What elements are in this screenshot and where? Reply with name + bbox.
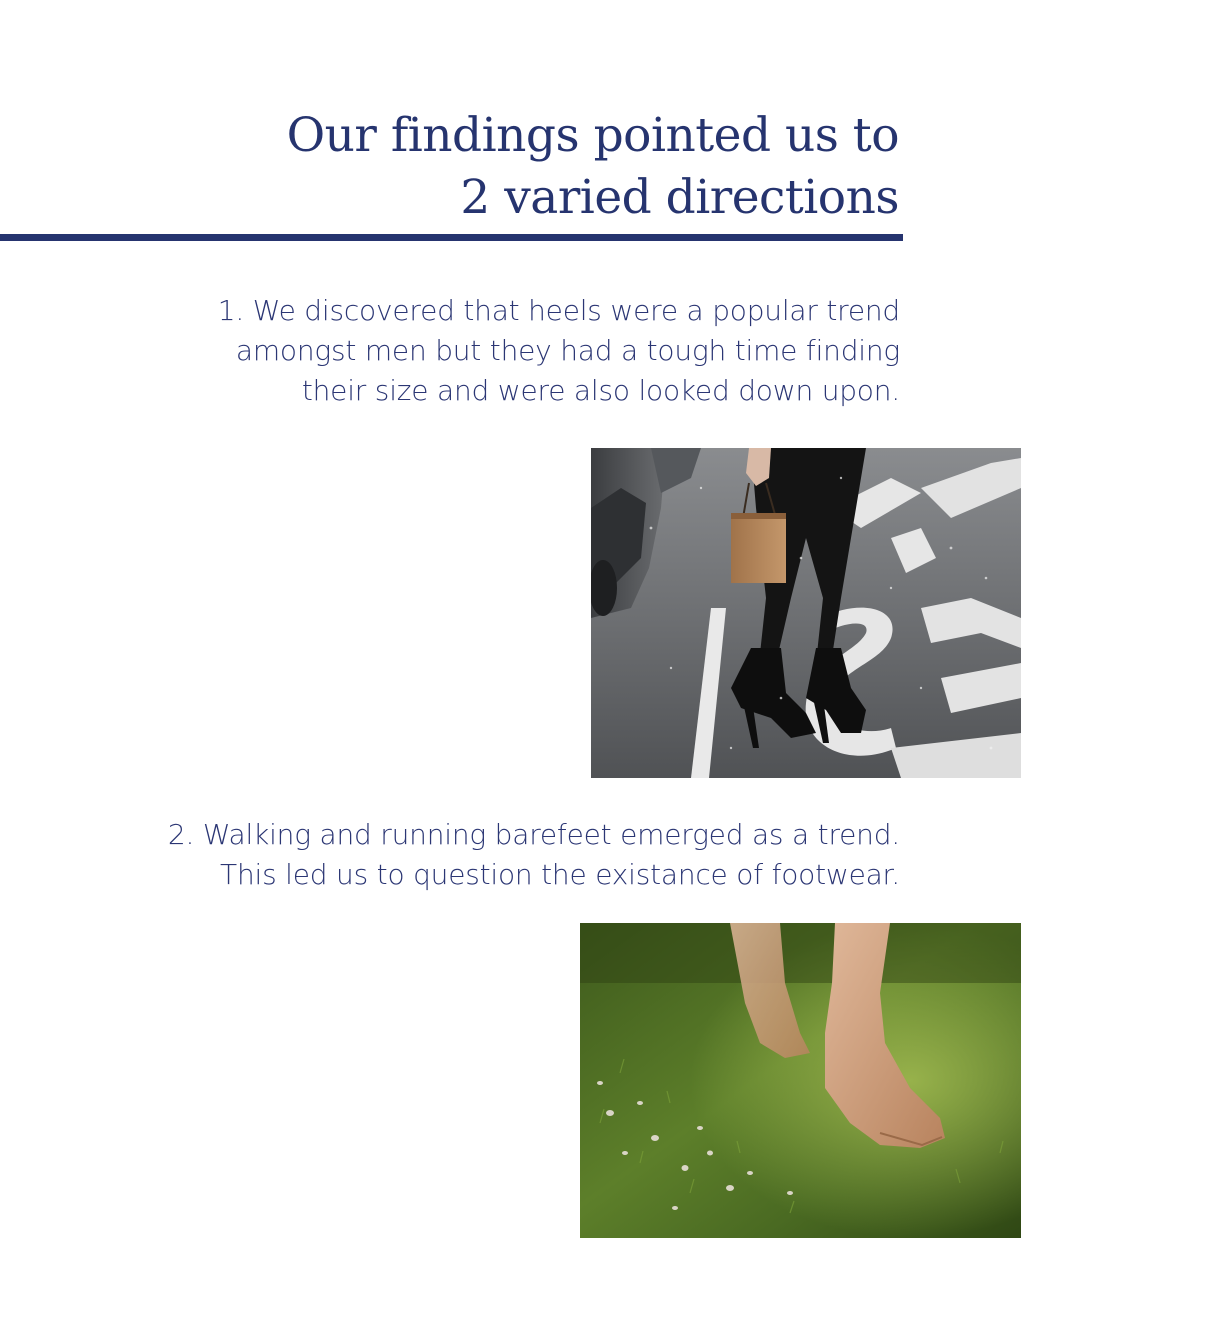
heels-street-photo xyxy=(591,448,1021,778)
finding-1-line-2: amongst men but they had a tough time finding xyxy=(235,334,900,367)
finding-1-line-3: their size and were also looked down upon. xyxy=(301,374,900,407)
finding-1-line-1: 1. We discovered that heels were a popular trend xyxy=(217,294,900,327)
page-title-line-1: Our findings pointed us to xyxy=(286,108,899,163)
finding-2-text xyxy=(0,815,900,895)
barefoot-grass-illustration xyxy=(580,923,1021,1238)
finding-2-line-2: This led us to question the existance of footwear. xyxy=(220,858,900,891)
finding-2-line-1: 2. Walking and running barefeet emerged as a trend. xyxy=(167,818,900,851)
heels-street-illustration xyxy=(591,448,1021,778)
barefoot-grass-photo xyxy=(580,923,1021,1238)
page-title-line-2: 2 varied directions xyxy=(460,170,899,225)
page-title xyxy=(0,105,899,229)
finding-1-text xyxy=(0,291,900,411)
title-underline-divider xyxy=(0,234,903,241)
